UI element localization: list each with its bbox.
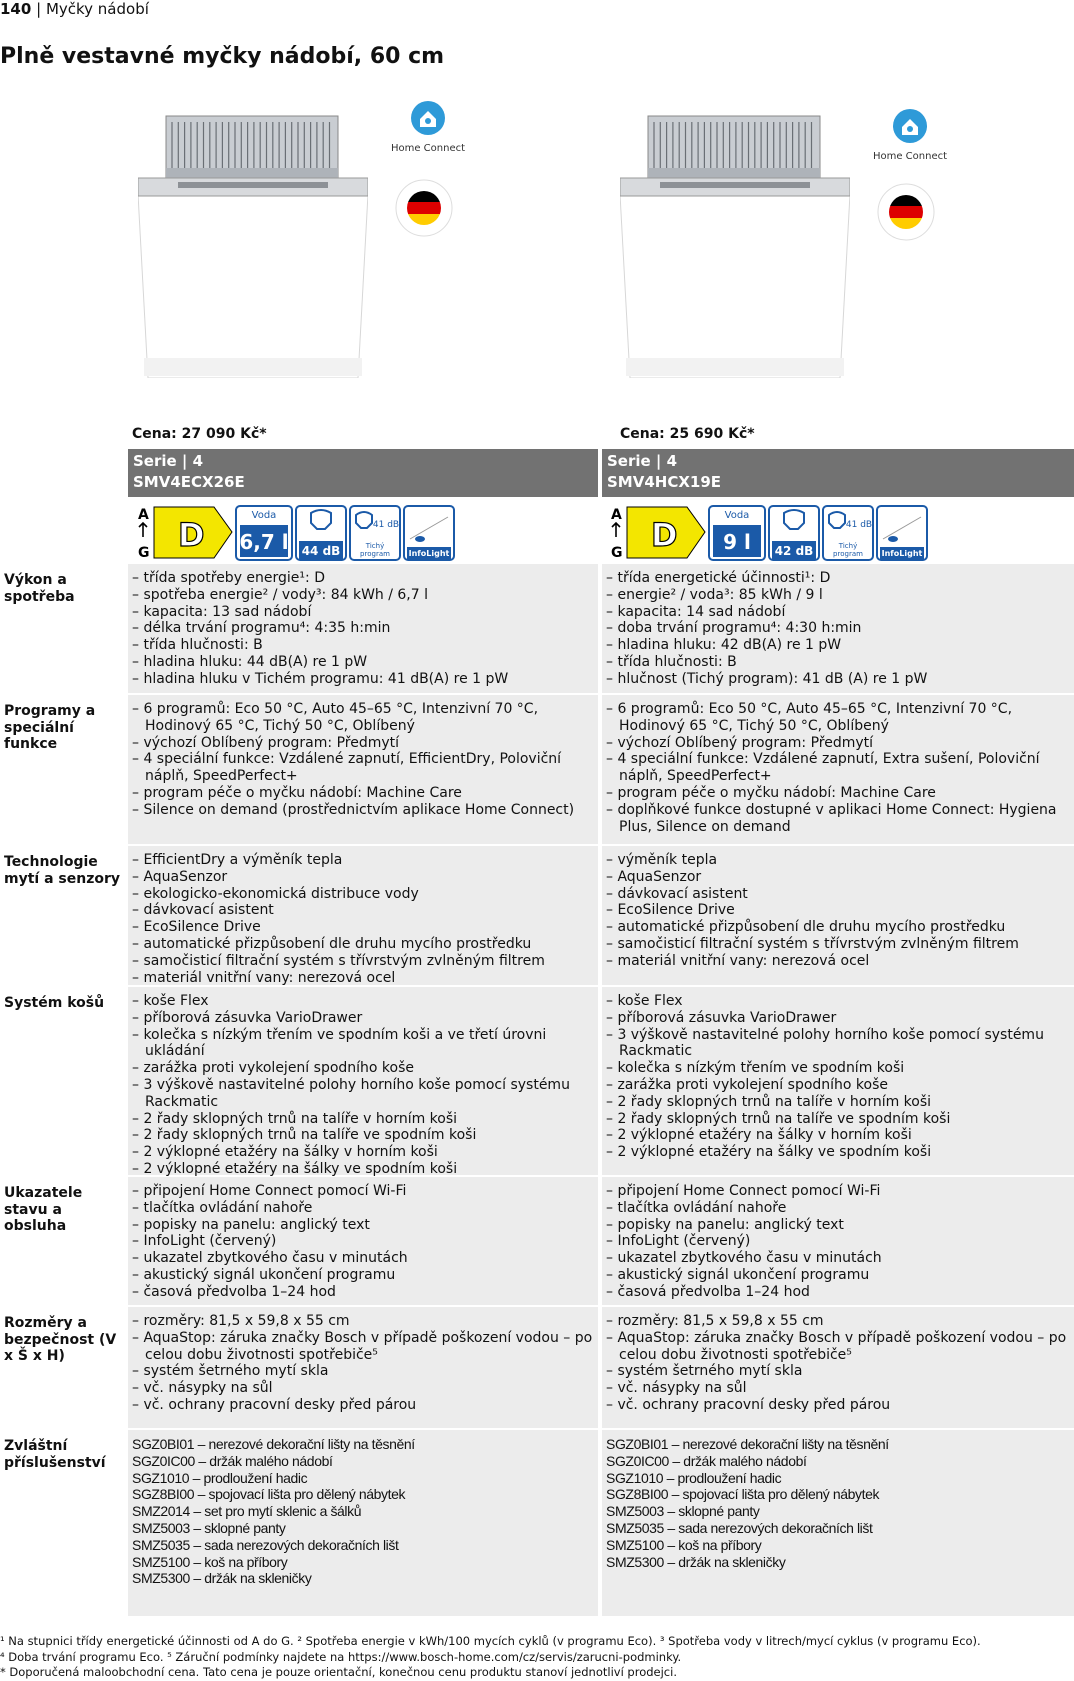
spec-item: – 2 řady sklopných trnů na talíře ve spodním koši: [606, 1111, 1070, 1128]
spec-item: – 2 řady sklopných trnů na talíře ve spodním koši: [132, 1127, 594, 1144]
price-1: Cena: 27 090 Kč*: [132, 426, 267, 442]
spec-item: – hladina hluku v Tichém programu: 41 dB(A) re 1 pW: [132, 671, 594, 688]
spec-item: SMZ5003 – sklopné panty: [132, 1519, 286, 1536]
spec-row: [0, 570, 1074, 697]
quiet-value: 41 dB: [845, 520, 873, 530]
spec-list: [602, 1177, 1074, 1301]
spec-list: [128, 1430, 598, 1587]
spec-item: – rozměry: 81,5 x 59,8 x 55 cm: [606, 1313, 1070, 1330]
spec-item: – doba trvání programu⁴: 4:30 h:min: [606, 620, 1070, 637]
spec-item: – zarážka proti vykolejení spodního koše: [132, 1060, 594, 1077]
quiet-label: Tichý: [365, 542, 385, 550]
spec-category: Výkon a spotřeba: [4, 572, 75, 605]
spec-item: – AquaSenzor: [606, 869, 1070, 886]
spec-item: – připojení Home Connect pomocí Wi-Fi: [132, 1183, 594, 1200]
page-header: [0, 0, 149, 18]
spec-item: – materiál vnitřní vany: nerezová ocel: [606, 953, 1070, 970]
spec-item: – 2 řady sklopných trnů na talíře v horním koši: [132, 1111, 594, 1128]
spec-item: – popisky na panelu: anglický text: [132, 1217, 594, 1234]
spec-item: – 4 speciální funkce: Vzdálené zapnutí, Extra sušení, Poloviční náplň, SpeedPerfect+: [606, 751, 1070, 785]
spec-item: – akustický signál ukončení programu: [606, 1267, 1070, 1284]
spec-item: – popisky na panelu: anglický text: [606, 1217, 1070, 1234]
spec-item: SGZ0BI01 – nerezové dekorační lišty na těsnění: [132, 1436, 415, 1452]
spec-list: [128, 846, 598, 986]
dishwasher-image: [128, 100, 368, 380]
spec-item: – kolečka s nízkým třením ve spodním koši a ve třetí úrovni ukládání: [132, 1027, 594, 1061]
spec-row: [0, 1436, 1074, 1620]
spec-item: – materiál vnitřní vany: nerezová ocel: [132, 970, 594, 987]
spec-item: – automatické přizpůsobení dle druhu mycího prostředku: [132, 936, 594, 953]
spec-item: – 3 výškově nastavitelné polohy horního koše pomocí systému Rackmatic: [132, 1077, 594, 1111]
price-2: Cena: 25 690 Kč*: [620, 426, 755, 442]
spec-item: – 2 řady sklopných trnů na talíře v horním koši: [606, 1094, 1070, 1111]
spec-item: – výměník tepla: [606, 852, 1070, 869]
spec-item: SMZ5035 – sada nerezových dekoračních lišt: [606, 1519, 873, 1536]
spec-item: – InfoLight (červený): [132, 1233, 594, 1250]
spec-column-1: [128, 1177, 598, 1305]
water-value: 9 l: [723, 530, 751, 554]
spec-item: – třída hlučnosti: B: [132, 637, 594, 654]
spec-item: – EfficientDry a výměník tepla: [132, 852, 594, 869]
spec-list: [128, 1307, 598, 1414]
spec-item: – časová předvolba 1–24 hod: [606, 1284, 1070, 1301]
spec-item: – připojení Home Connect pomocí Wi-Fi: [606, 1183, 1070, 1200]
spec-item: SMZ5100 – koš na příbory: [132, 1553, 288, 1570]
spec-item: – tlačítka ovládání nahoře: [606, 1200, 1070, 1217]
spec-item: – kapacita: 13 sad nádobí: [132, 604, 594, 621]
infolight-label: InfoLight: [881, 549, 923, 558]
quiet-label: Tichý: [838, 542, 858, 550]
spec-item: – spotřeba energie² / vody³: 84 kWh / 6,7 l: [132, 587, 594, 604]
footnote-line: * Doporučená maloobchodní cena. Tato cena je pouze orientační, konečnou cenu produktu stanoví jednotliví prodejci.: [0, 1665, 677, 1679]
spec-item: – systém šetrného mytí skla: [132, 1363, 594, 1380]
spec-item: – koše Flex: [132, 993, 594, 1010]
serie-label: Serie | 4: [607, 452, 678, 470]
spec-item: – samočisticí filtrační systém s třívrstvým zvlněným filtrem: [132, 953, 594, 970]
model-name: SMV4HCX19E: [607, 473, 722, 491]
spec-item: – třída energetické účinnosti¹: D: [606, 570, 1070, 587]
made-in-germany-badge: [876, 182, 936, 242]
spec-column-1: [128, 987, 598, 1175]
spec-item: – 2 výklopné etažéry na šálky ve spodním koši: [132, 1161, 594, 1178]
spec-list: [128, 564, 598, 688]
spec-item: – 4 speciální funkce: Vzdálené zapnutí, EfficientDry, Poloviční náplň, SpeedPerfect+: [132, 751, 594, 785]
spec-column-1: [128, 1430, 598, 1616]
spec-item: – 6 programů: Eco 50 °C, Auto 45–65 °C, Intenzivní 70 °C, Hodinový 65 °C, Tichý 50 °C, Oblíbený: [606, 701, 1070, 735]
energy-scale-bottom: G: [138, 545, 150, 561]
spec-category: Rozměry a bezpečnost (V x Š x H): [4, 1315, 117, 1364]
spec-item: – rozměry: 81,5 x 59,8 x 55 cm: [132, 1313, 594, 1330]
dishwasher-image: [610, 100, 850, 380]
water-title: Voda: [724, 510, 750, 521]
spec-item: – EcoSilence Drive: [132, 919, 594, 936]
spec-item: SMZ5300 – držák na skleničky: [132, 1570, 312, 1587]
spec-item: SMZ5300 – držák na skleničky: [606, 1553, 786, 1570]
home-connect-text: Home Connect: [390, 143, 466, 154]
product-header-2: [602, 449, 1074, 497]
spec-item: – zarážka proti vykolejení spodního koše: [606, 1077, 1070, 1094]
spec-item: – koše Flex: [606, 993, 1070, 1010]
spec-column-2: [602, 987, 1074, 1175]
energy-scale-top: A: [611, 507, 622, 523]
spec-item: SMZ5035 – sada nerezových dekoračních lišt: [132, 1536, 399, 1553]
spec-item: – EcoSilence Drive: [606, 902, 1070, 919]
spec-list: [602, 695, 1074, 835]
spec-item: – AquaStop: záruka značky Bosch v případě poškození vodou – po celou dobu životnosti spotřebiče⁵: [606, 1330, 1070, 1364]
infolight-icon: [415, 536, 425, 542]
spec-column-1: [128, 1307, 598, 1428]
spec-item: SMZ5003 – sklopné panty: [606, 1503, 760, 1520]
footnote-line: ⁴ Doba trvání programu Eco. ⁵ Záruční podmínky najdete na https://www.bosch-home.com/cz/servis/zarucni-podminky.: [0, 1649, 682, 1664]
spec-category: Technologie mytí a senzory: [4, 854, 120, 887]
serie-label: Serie | 4: [133, 452, 204, 470]
spec-item: – ekologicko-ekonomická distribuce vody: [132, 886, 594, 903]
spec-item: – délka trvání programu⁴: 4:35 h:min: [132, 620, 594, 637]
page-header-separator: |: [36, 0, 42, 18]
arrow-up-icon: [139, 523, 147, 537]
spec-item: – třída hlučnosti: B: [606, 654, 1070, 671]
spec-item: – vč. násypky na sůl: [606, 1380, 1070, 1397]
page-title: Plně vestavné myčky nádobí, 60 cm: [0, 44, 445, 69]
model-name: SMV4ECX26E: [133, 473, 245, 491]
spec-item: – automatické přizpůsobení dle druhu mycího prostředku: [606, 919, 1070, 936]
quiet-label: program: [360, 550, 390, 558]
spec-category: Systém košů: [4, 995, 105, 1011]
spec-row: [0, 1313, 1074, 1432]
spec-column-2: [602, 564, 1074, 693]
spec-item: – tlačítka ovládání nahoře: [132, 1200, 594, 1217]
spec-column-1: [128, 564, 598, 693]
spec-item: – 2 výklopné etažéry na šálky ve spodním koši: [606, 1144, 1070, 1161]
spec-item: – InfoLight (červený): [606, 1233, 1070, 1250]
spec-item: – program péče o myčku nádobí: Machine Care: [132, 785, 594, 802]
energy-label-strip-2: [609, 503, 939, 563]
spec-list: [128, 987, 598, 1178]
spec-item: SGZ0BI01 – nerezové dekorační lišty na těsnění: [606, 1436, 889, 1452]
spec-category: Zvláštní příslušenství: [4, 1438, 106, 1471]
spec-column-2: [602, 846, 1074, 985]
spec-list: [128, 1177, 598, 1301]
dishwasher-illustration: [620, 108, 850, 378]
spec-item: – třída spotřeby energie¹: D: [132, 570, 594, 587]
spec-item: – příborová zásuvka VarioDrawer: [132, 1010, 594, 1027]
spec-row: [0, 1183, 1074, 1309]
spec-row: [0, 993, 1074, 1179]
spec-item: – časová předvolba 1–24 hod: [132, 1284, 594, 1301]
spec-item: – systém šetrného mytí skla: [606, 1363, 1070, 1380]
home-connect-icon: [410, 100, 446, 136]
german-flag-icon: [394, 178, 454, 238]
spec-item: – hladina hluku: 44 dB(A) re 1 pW: [132, 654, 594, 671]
spec-row: [0, 701, 1074, 848]
spec-item: – Silence on demand (prostřednictvím aplikace Home Connect): [132, 802, 594, 819]
page-number: 140: [0, 0, 32, 18]
spec-column-2: [602, 1430, 1074, 1616]
spec-list: [602, 564, 1074, 688]
dishwasher-illustration: [138, 108, 368, 378]
noise-value: 44 dB: [301, 544, 341, 558]
water-title: Voda: [251, 510, 277, 521]
spec-item: – AquaStop: záruka značky Bosch v případě poškození vodou – po celou dobu životnosti spotřebiče⁵: [132, 1330, 594, 1364]
spec-column-2: [602, 695, 1074, 844]
spec-item: – dávkovací asistent: [132, 902, 594, 919]
spec-item: – hladina hluku: 42 dB(A) re 1 pW: [606, 637, 1070, 654]
spec-list: [602, 846, 1074, 970]
spec-item: – výchozí Oblíbený program: Předmytí: [606, 735, 1070, 752]
spec-category: Programy a speciální funkce: [4, 703, 96, 752]
spec-column-2: [602, 1177, 1074, 1305]
footnotes: [0, 1634, 1074, 1681]
spec-item: – vč. ochrany pracovní desky před párou: [606, 1397, 1070, 1414]
home-connect-icon: [892, 108, 928, 144]
quiet-value: 41 dB: [372, 520, 400, 530]
spec-item: – výchozí Oblíbený program: Předmytí: [132, 735, 594, 752]
spec-item: – program péče o myčku nádobí: Machine Care: [606, 785, 1070, 802]
quiet-label: program: [833, 550, 863, 558]
spec-item: SMZ5100 – koš na příbory: [606, 1536, 762, 1553]
spec-item: SMZ2014 – set pro mytí sklenic a šálků: [132, 1503, 362, 1520]
spec-item: SGZ0IC00 – držák malého nádobí: [132, 1452, 333, 1469]
home-connect-badge: [865, 108, 955, 178]
spec-list: [602, 1430, 1074, 1570]
spec-item: – akustický signál ukončení programu: [132, 1267, 594, 1284]
spec-item: – vč. ochrany pracovní desky před párou: [132, 1397, 594, 1414]
spec-item: – ukazatel zbytkového času v minutách: [606, 1250, 1070, 1267]
water-value: 6,7 l: [239, 530, 289, 554]
spec-item: SGZ1010 – prodloužení hadic: [606, 1469, 782, 1486]
spec-item: – AquaSenzor: [132, 869, 594, 886]
spec-item: SGZ0IC00 – držák malého nádobí: [606, 1452, 807, 1469]
product-header-1: [128, 449, 598, 497]
spec-item: – vč. násypky na sůl: [132, 1380, 594, 1397]
spec-item: – 3 výškově nastavitelné polohy horního koše pomocí systému Rackmatic: [606, 1027, 1070, 1061]
infolight-icon: [888, 536, 898, 542]
label-icons: [136, 503, 466, 563]
home-connect-badge: [383, 100, 473, 170]
spec-item: – kolečka s nízkým třením ve spodním koši: [606, 1060, 1070, 1077]
spec-item: – 6 programů: Eco 50 °C, Auto 45–65 °C, Intenzivní 70 °C, Hodinový 65 °C, Tichý 50 °C, Oblíbený: [132, 701, 594, 735]
home-connect-text: Home Connect: [872, 151, 948, 162]
spec-list: [602, 1307, 1074, 1414]
spec-category: Ukazatele stavu a obsluha: [4, 1185, 83, 1234]
page-section: Myčky nádobí: [45, 0, 149, 18]
arrow-up-icon: [612, 523, 620, 537]
spec-column-1: [128, 695, 598, 844]
energy-label-strip-1: [136, 503, 466, 563]
spec-item: SGZ8BI00 – spojovací lišta pro dělený nábytek: [606, 1486, 880, 1503]
spec-column-1: [128, 846, 598, 985]
infolight-label: InfoLight: [408, 549, 450, 558]
spec-item: – 2 výklopné etažéry na šálky v horním koši: [132, 1144, 594, 1161]
spec-item: SGZ1010 – prodloužení hadic: [132, 1469, 308, 1486]
noise-value: 42 dB: [774, 544, 814, 558]
spec-item: – dávkovací asistent: [606, 886, 1070, 903]
made-in-germany-badge: [394, 178, 454, 238]
spec-item: – ukazatel zbytkového času v minutách: [132, 1250, 594, 1267]
label-icons: [609, 503, 939, 563]
spec-item: – samočisticí filtrační systém s třívrstvým zvlněným filtrem: [606, 936, 1070, 953]
spec-item: – kapacita: 14 sad nádobí: [606, 604, 1070, 621]
spec-item: – energie² / voda³: 85 kWh / 9 l: [606, 587, 1070, 604]
energy-scale-top: A: [138, 507, 149, 523]
spec-item: – hlučnost (Tichý program): 41 dB (A) re 1 pW: [606, 671, 1070, 688]
spec-list: [128, 695, 598, 819]
spec-item: SGZ8BI00 – spojovací lišta pro dělený nábytek: [132, 1486, 406, 1503]
spec-column-2: [602, 1307, 1074, 1428]
german-flag-icon: [876, 182, 936, 242]
energy-class-letter: D: [178, 516, 205, 554]
spec-item: – příborová zásuvka VarioDrawer: [606, 1010, 1070, 1027]
energy-class-letter: D: [651, 516, 678, 554]
spec-list: [602, 987, 1074, 1161]
spec-row: [0, 852, 1074, 989]
energy-scale-bottom: G: [611, 545, 623, 561]
spec-item: – doplňkové funkce dostupné v aplikaci Home Connect: Hygiena Plus, Silence on demand: [606, 802, 1070, 836]
footnote-line: ¹ Na stupnici třídy energetické účinnosti od A do G. ² Spotřeba energie v kWh/100 mycích cyklů (v programu Eco). ³ Spotřeba vody v litrech/mycí cyklus (v programu Eco).: [0, 1634, 981, 1648]
spec-item: – 2 výklopné etažéry na šálky v horním koši: [606, 1127, 1070, 1144]
